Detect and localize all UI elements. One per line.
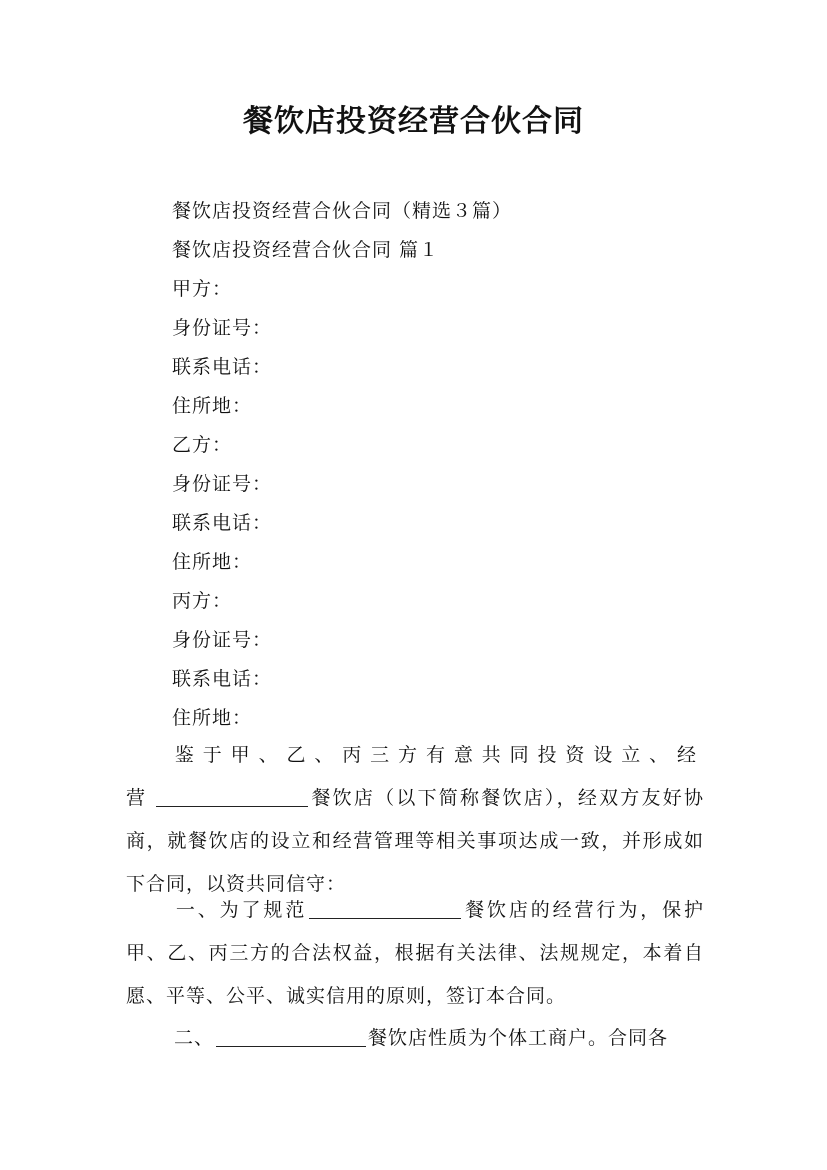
party-b-id-label: 身份证号： (172, 473, 273, 495)
restaurant-name-blank (156, 787, 308, 807)
paragraph-clause-2-start: 二、 (174, 1027, 215, 1049)
party-b-address-label: 住所地： (172, 551, 253, 573)
restaurant-name-blank (309, 899, 461, 919)
paragraph-clause-1 (126, 889, 704, 1018)
party-a-address-label: 住所地： (172, 395, 253, 417)
party-a-label: 甲方： (172, 278, 233, 300)
party-c-phone-label: 联系电话： (172, 668, 273, 690)
paragraph-clause-1-start: 一、为了规范 (174, 899, 308, 921)
party-b-label: 乙方： (172, 434, 233, 456)
party-a-id-label: 身份证号： (172, 317, 273, 339)
paragraph-clause-2 (126, 1017, 704, 1060)
paragraph-recital-rest: 餐饮店（以下简称餐饮店），经双方友好协商，就餐饮店的设立和经营管理等相关事项达成一致，并形成如下合同，以资共同信守： (126, 787, 704, 895)
paragraph-recital (126, 734, 704, 906)
document-title: 餐饮店投资经营合伙合同 (243, 104, 584, 139)
party-info-block (172, 192, 712, 738)
party-b-phone-label: 联系电话： (172, 512, 273, 534)
restaurant-name-blank (216, 1027, 366, 1047)
paragraph-clause-2-rest: 餐饮店性质为个体工商户。合同各 (368, 1027, 669, 1049)
party-c-address-label: 住所地： (172, 707, 253, 729)
party-a-phone-label: 联系电话： (172, 356, 273, 378)
paragraph-clause-1-rest: 餐饮店的经营行为，保护甲、乙、丙三方的合法权益，根据有关法律、法规规定，本着自愿、平等、公平、诚实信用的原则，签订本合同。 (126, 899, 704, 1007)
party-c-label: 丙方： (172, 590, 233, 612)
document-subtitle: 餐饮店投资经营合伙合同（精选３篇） (172, 200, 513, 222)
paragraph-recital-start: 鉴于甲、乙、丙三方有意共同投资设立、经营 (126, 744, 704, 809)
party-c-id-label: 身份证号： (172, 629, 273, 651)
section-heading: 餐饮店投资经营合伙合同 篇１ (172, 239, 440, 261)
